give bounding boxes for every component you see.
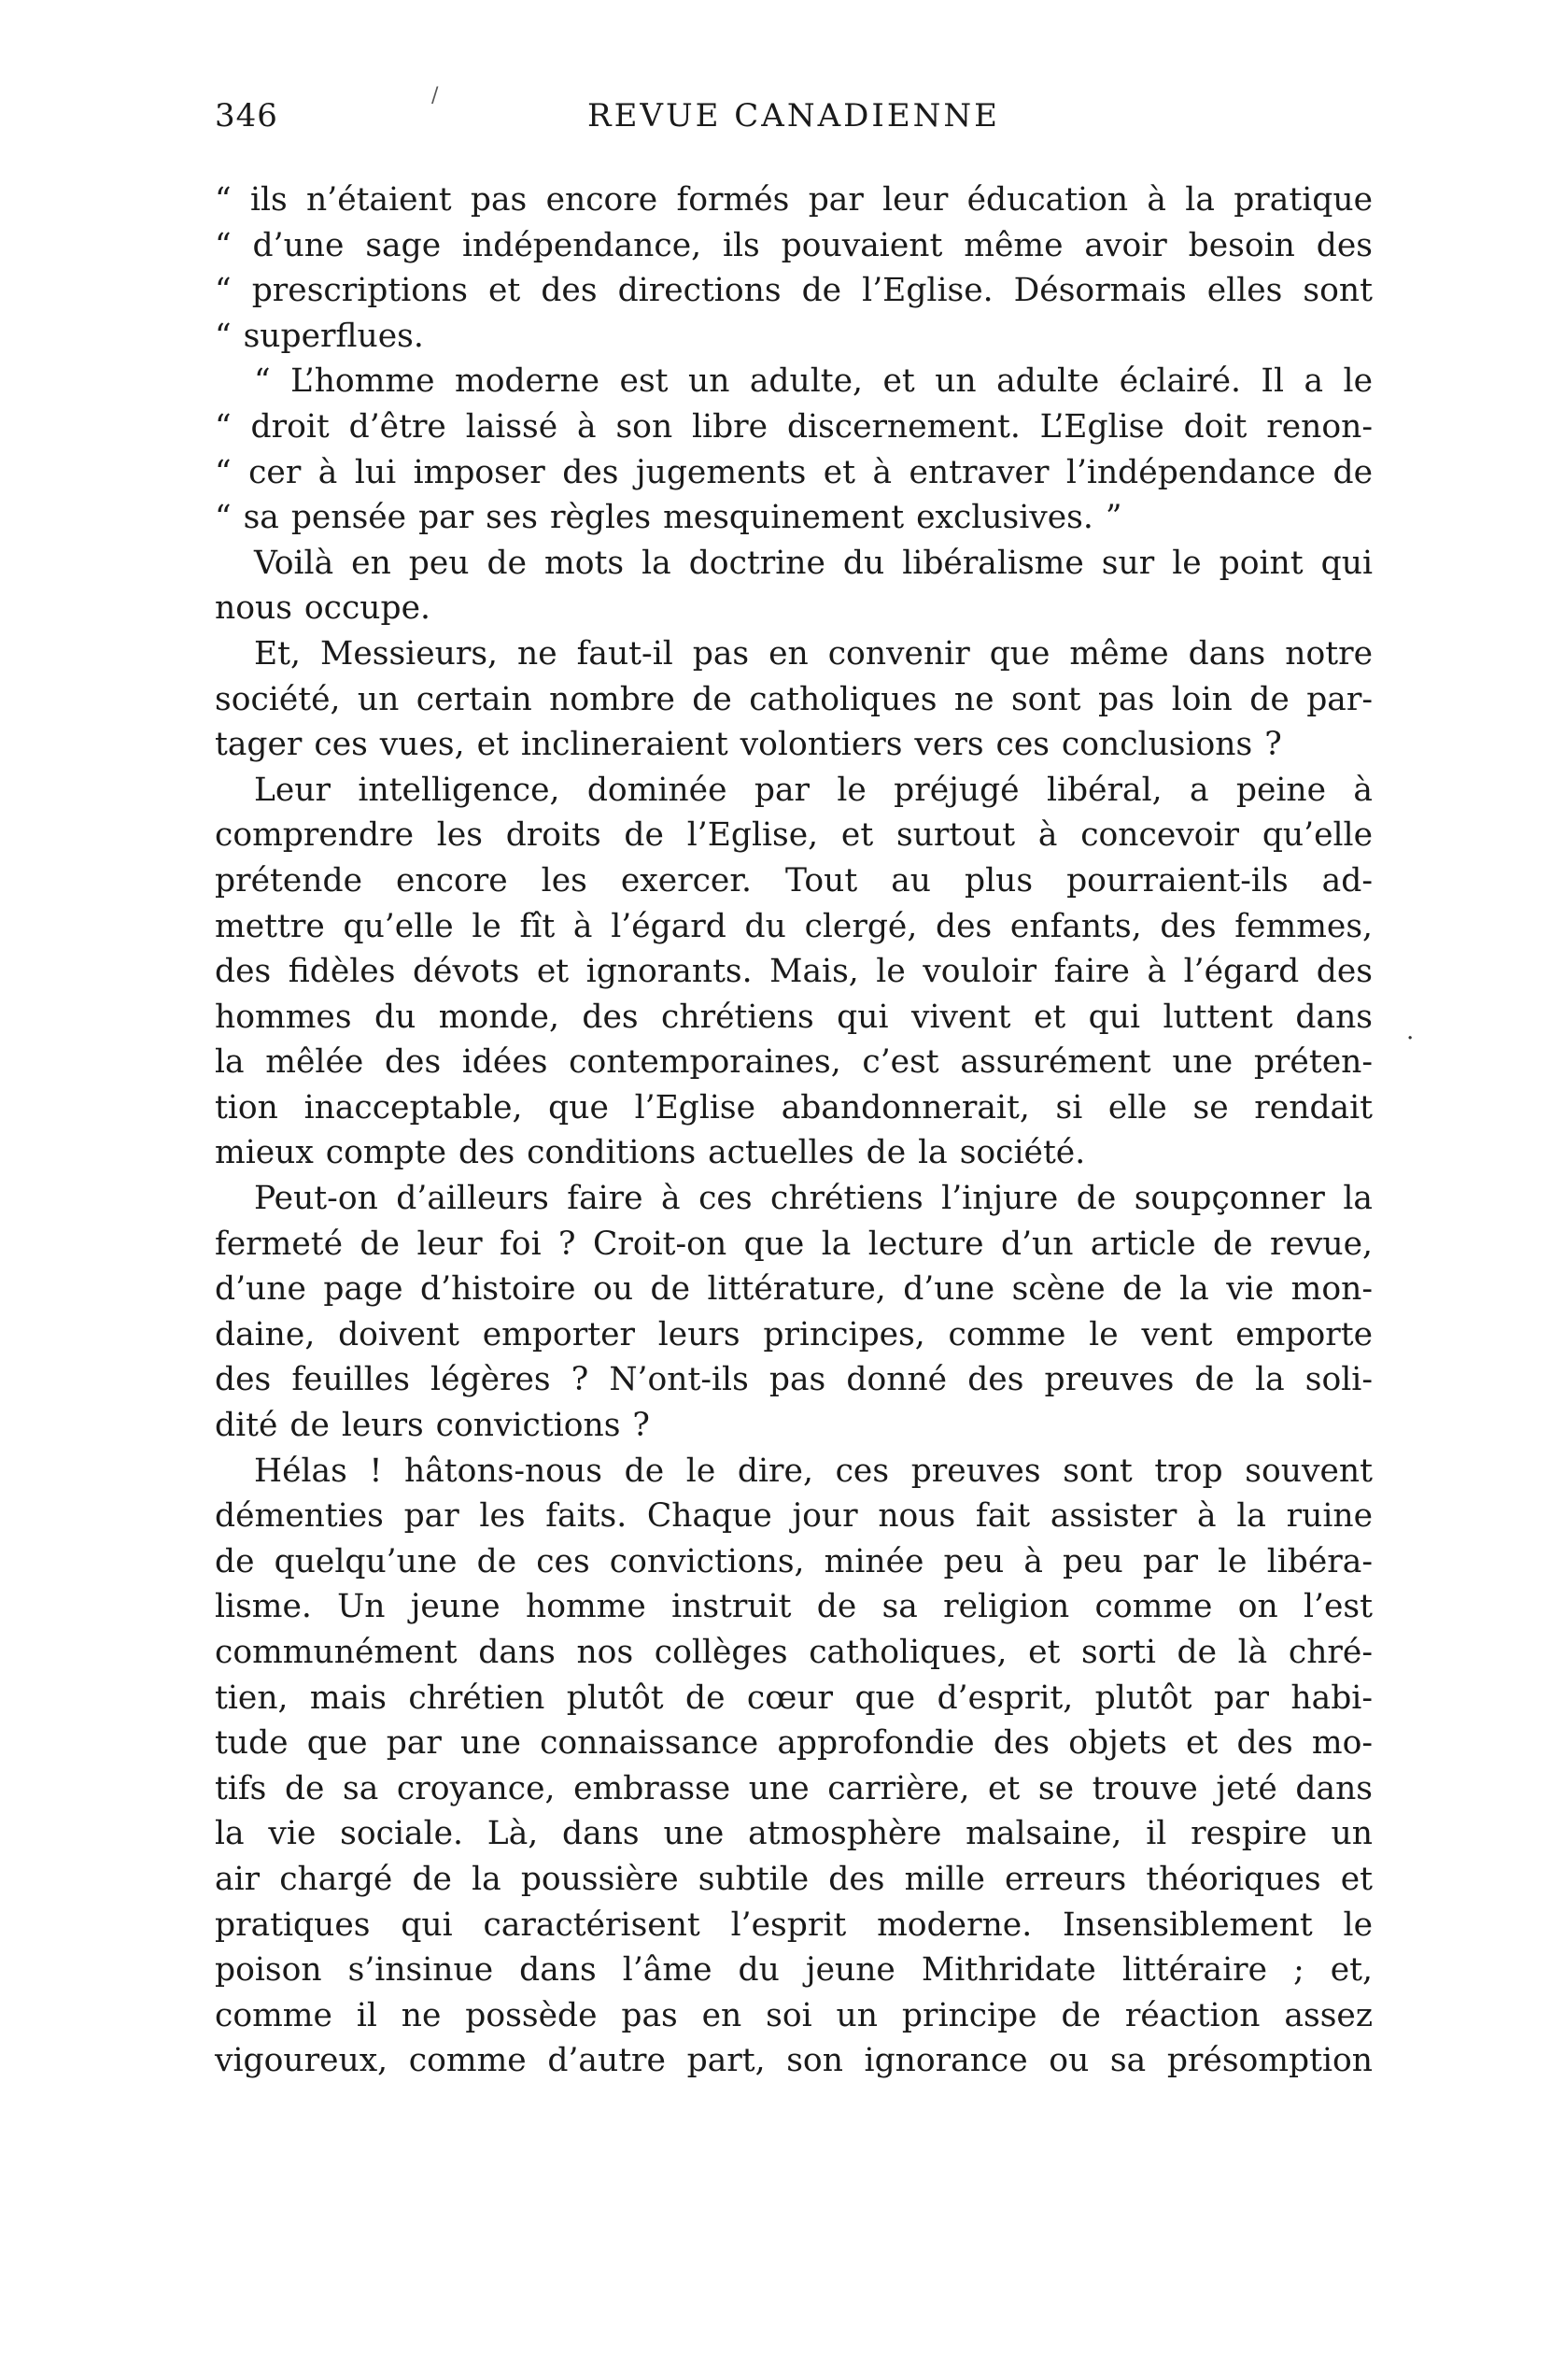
text-line: Et, Messieurs, ne faut-il pas en convenir que même dans notre	[254, 634, 1373, 673]
text-line: vigoureux, comme d’autre part, son ignorance ou sa présomption	[215, 2042, 1373, 2080]
text-line: “ cer à lui imposer des jugements et à entraver l’indépendance de	[215, 453, 1373, 491]
text-line: Leur intelligence, dominée par le préjugé libéral, a peine à	[254, 771, 1373, 809]
body-text	[215, 177, 1373, 2084]
text-line: de quelqu’une de ces convictions, minée peu à peu par le libéra-	[215, 1542, 1373, 1580]
text-line: “ L’homme moderne est un adulte, et un adulte éclairé. Il a le	[254, 362, 1373, 401]
header-stray-mark: /	[431, 84, 439, 107]
text-line: mettre qu’elle le fît à l’égard du clergé, des enfants, des femmes,	[215, 907, 1373, 945]
page-number: 346	[215, 97, 278, 135]
text-line: la mêlée des idées contemporaines, c’est assurément une préten-	[215, 1043, 1373, 1082]
text-line: fermeté de leur foi ? Croit-on que la lecture d’un article de revue,	[215, 1225, 1373, 1263]
text-line: communément dans nos collèges catholiques, et sorti de là chré-	[215, 1634, 1373, 1671]
text-line: tien, mais chrétien plutôt de cœur que d’esprit, plutôt par habi-	[215, 1679, 1373, 1717]
margin-stray-mark: .	[1406, 1017, 1415, 1045]
text-line: “ d’une sage indépendance, ils pouvaient même avoir besoin des	[215, 226, 1373, 264]
text-line: mieux compte des conditions actuelles de la société.	[215, 1134, 1086, 1172]
text-line: Peut-on d’ailleurs faire à ces chrétiens l’injure de soupçonner la	[254, 1180, 1373, 1218]
text-line: tion inacceptable, que l’Eglise abandonnerait, si elle se rendait	[215, 1088, 1373, 1126]
text-line: démenties par les faits. Chaque jour nous fait assister à la ruine	[215, 1497, 1373, 1536]
text-line: Voilà en peu de mots la doctrine du libéralisme sur le point qui	[254, 544, 1373, 582]
text-line: tifs de sa croyance, embrasse une carrière, et se trouve jeté dans	[215, 1769, 1373, 1807]
text-line: tager ces vues, et inclineraient volontiers vers ces conclusions ?	[215, 726, 1282, 764]
text-line: prétende encore les exercer. Tout au plus pourraient-ils ad-	[215, 861, 1373, 900]
text-line: air chargé de la poussière subtile des mille erreurs théoriques et	[215, 1860, 1373, 1898]
text-line: lisme. Un jeune homme instruit de sa religion comme on l’est	[215, 1588, 1373, 1626]
text-line: Hélas ! hâtons-nous de le dire, ces preuves sont trop souvent	[254, 1452, 1373, 1490]
text-line: “ sa pensée par ses règles mesquinement exclusives. ”	[215, 499, 1122, 537]
text-line: comme il ne possède pas en soi un principe de réaction assez	[215, 1996, 1373, 2034]
text-line: pratiques qui caractérisent l’esprit moderne. Insensiblement le	[215, 1905, 1373, 1944]
text-line: société, un certain nombre de catholiques ne sont pas loin de par-	[215, 680, 1373, 718]
text-line: d’une page d’histoire ou de littérature, d’une scène de la vie mon-	[215, 1270, 1373, 1309]
text-line: tude que par une connaissance approfondie des objets et des mo-	[215, 1724, 1373, 1763]
page-header	[215, 84, 1373, 153]
text-line: hommes du monde, des chrétiens qui vivent et qui luttent dans	[215, 998, 1373, 1036]
text-line: “ superflues.	[215, 317, 424, 355]
text-line: nous occupe.	[215, 589, 430, 628]
running-head: REVUE CANADIENNE	[587, 97, 1000, 135]
text-line: comprendre les droits de l’Eglise, et surtout à concevoir qu’elle	[215, 816, 1373, 855]
text-line: “ droit d’être laissé à son libre discernement. L’Eglise doit renon-	[215, 407, 1373, 446]
text-line: dité de leurs convictions ?	[215, 1407, 650, 1445]
text-line: la vie sociale. Là, dans une atmosphère malsaine, il respire un	[215, 1815, 1373, 1853]
text-line: des fidèles dévots et ignorants. Mais, le vouloir faire à l’égard des	[215, 953, 1373, 991]
text-line: daine, doivent emporter leurs principes, comme le vent emporte	[215, 1315, 1373, 1353]
text-line: des feuilles légères ? N’ont-ils pas donné des preuves de la soli-	[215, 1361, 1373, 1399]
text-line: “ ils n’étaient pas encore formés par leur éducation à la pratique	[215, 181, 1373, 219]
text-line: “ prescriptions et des directions de l’Eglise. Désormais elles sont	[215, 272, 1373, 310]
text-line: poison s’insinue dans l’âme du jeune Mithridate littéraire ; et,	[215, 1951, 1373, 1990]
